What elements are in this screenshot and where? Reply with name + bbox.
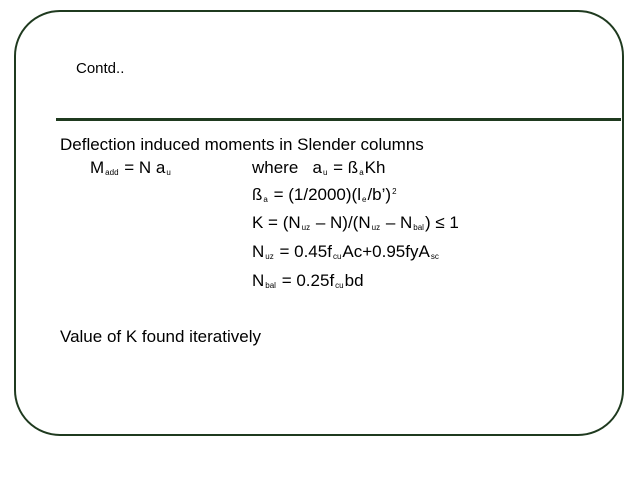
equation-nbal: $N_{bal} = 0.25f_{cu}bd$ xyxy=(252,271,364,290)
equation-k: $K = (N_{uz} - N)/(N_{uz} - N_{bal}) \le 1$ xyxy=(252,213,459,232)
conclusion-text: Value of K found iteratively xyxy=(60,327,261,346)
equation-nuz: $N_{uz} = 0.45f_{cu}Ac+0.95fyA_{sc}$ xyxy=(252,242,439,261)
slide-title: Contd.. xyxy=(76,60,125,77)
title-divider xyxy=(56,118,621,121)
equation-beta: $ß_a$ = $(1/2000)(l_e/b’)^2$ xyxy=(252,185,397,204)
slide-heading: Deflection induced moments in Slender columns xyxy=(60,135,424,154)
equation-au: where $a_u$ = $ß_aKh$ xyxy=(252,158,386,177)
equation-madd: $M_{add} = N$ $a_u$ xyxy=(90,158,171,177)
